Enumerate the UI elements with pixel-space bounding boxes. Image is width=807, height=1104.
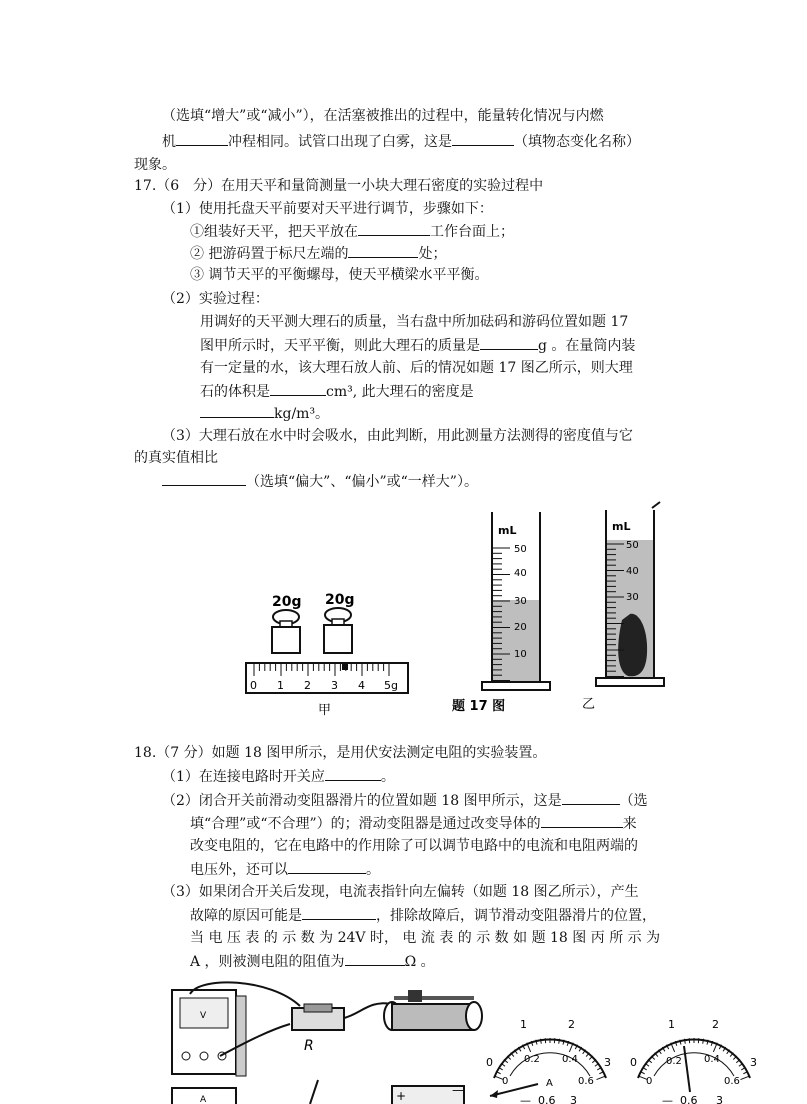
blank-phase-change bbox=[452, 131, 514, 146]
svg-text:—: — bbox=[520, 1094, 531, 1104]
svg-text:20g: 20g bbox=[272, 594, 302, 610]
sliding-rheostat bbox=[384, 990, 482, 1030]
q18-part3-line2: 故障的原因可能是 ，排除故障后，调节滑动变阻器滑片的位置， bbox=[190, 905, 656, 926]
q16-line2: 机 冲程相同。试管口出现了白雾，这是 （填物态变化名称） bbox=[162, 131, 640, 152]
svg-text:0.2: 0.2 bbox=[524, 1054, 540, 1065]
ammeter-dial-yi bbox=[486, 1018, 611, 1104]
q18-part2-line4: 电压外，还可以 。 bbox=[190, 859, 380, 880]
q17-exp-line3: 有一定量的水，该大理石放人前、后的情况如题 17 图乙所示，则大理 bbox=[200, 360, 633, 376]
svg-text:—: — bbox=[452, 1083, 464, 1097]
svg-text:5g: 5g bbox=[384, 679, 398, 692]
svg-text:—: — bbox=[662, 1094, 673, 1104]
svg-text:1: 1 bbox=[277, 679, 284, 692]
rider-indicator bbox=[342, 662, 348, 670]
q16-line3: 现象。 bbox=[134, 157, 176, 173]
blank-stroke bbox=[176, 131, 228, 146]
svg-text:+: + bbox=[396, 1089, 407, 1103]
blank-protect-circuit bbox=[288, 859, 366, 874]
svg-text:0: 0 bbox=[502, 1076, 509, 1087]
beam-scale bbox=[246, 662, 408, 693]
blank-fault-cause bbox=[302, 905, 376, 920]
svg-text:10: 10 bbox=[514, 649, 527, 660]
weight-20g-right bbox=[324, 592, 355, 653]
svg-text:0.4: 0.4 bbox=[704, 1054, 720, 1065]
svg-text:20g: 20g bbox=[325, 592, 355, 608]
svg-text:2: 2 bbox=[712, 1018, 719, 1031]
blank-table bbox=[358, 221, 430, 236]
svg-text:R: R bbox=[304, 1038, 314, 1054]
svg-text:mL: mL bbox=[612, 520, 631, 533]
blank-conductor-length bbox=[541, 813, 623, 828]
svg-text:0.6: 0.6 bbox=[724, 1076, 740, 1087]
blank-volume bbox=[270, 381, 326, 396]
svg-text:0: 0 bbox=[486, 1056, 493, 1069]
svg-text:3: 3 bbox=[750, 1056, 757, 1069]
svg-text:3: 3 bbox=[604, 1056, 611, 1069]
ammeter-device bbox=[172, 1088, 236, 1104]
figure-17-caption: 题 17 图 bbox=[452, 699, 506, 714]
label-jia: 甲 bbox=[318, 703, 332, 718]
blank-reasonable bbox=[562, 790, 620, 805]
svg-text:3: 3 bbox=[570, 1094, 577, 1104]
svg-text:3: 3 bbox=[716, 1094, 723, 1104]
svg-text:A: A bbox=[546, 1078, 553, 1089]
svg-text:0.4: 0.4 bbox=[562, 1054, 578, 1065]
battery-box bbox=[392, 1083, 464, 1104]
voltmeter-device bbox=[172, 990, 246, 1076]
svg-text:30: 30 bbox=[626, 592, 639, 603]
svg-text:30: 30 bbox=[514, 596, 527, 607]
q17-exp-line1: 用调好的天平测大理石的质量，当右盘中所加砝码和游码位置如题 17 bbox=[200, 314, 629, 330]
svg-text:0: 0 bbox=[630, 1056, 637, 1069]
q18-part3-line3: 当 电 压 表 的 示 数 为 24V 时， 电 流 表 的 示 数 如 题 18 图 丙 所 示 为 bbox=[190, 930, 661, 946]
svg-text:A: A bbox=[200, 1095, 207, 1104]
q17-step1: ①组装好天平，把天平放在 工作台面上； bbox=[190, 221, 514, 242]
svg-text:1: 1 bbox=[520, 1018, 527, 1031]
q17-step2: ② 把游码置于标尺左端的 处； bbox=[190, 243, 446, 264]
svg-text:V: V bbox=[200, 1011, 207, 1021]
svg-text:0.2: 0.2 bbox=[666, 1056, 682, 1067]
ammeter-dial-bing bbox=[630, 1018, 757, 1104]
svg-text:4: 4 bbox=[358, 679, 365, 692]
svg-text:mL: mL bbox=[498, 524, 517, 537]
svg-text:3: 3 bbox=[331, 679, 338, 692]
svg-text:2: 2 bbox=[304, 679, 311, 692]
blank-zero-mark bbox=[348, 243, 418, 258]
q17-exp-line2: 图甲所示时，天平平衡，则此大理石的质量是 g 。在量筒内装 bbox=[200, 335, 635, 356]
weight-20g-left bbox=[272, 594, 302, 653]
figure-17 bbox=[230, 500, 670, 720]
q17-part3-line2: 的真实值相比 bbox=[134, 450, 218, 466]
svg-text:50: 50 bbox=[626, 540, 639, 551]
q16-line1: （选填“增大”或“减小”），在活塞被推出的过程中，能量转化情况与内燃 bbox=[162, 108, 604, 124]
q17-step3: ③ 调节天平的平衡螺母，使天平横梁水平平衡。 bbox=[190, 267, 489, 283]
svg-text:2: 2 bbox=[568, 1018, 575, 1031]
svg-text:40: 40 bbox=[514, 568, 527, 579]
svg-text:1: 1 bbox=[668, 1018, 675, 1031]
q18-part2-line1: （2）闭合开关前滑动变阻器滑片的位置如题 18 图甲所示，这是 （选 bbox=[162, 790, 648, 811]
svg-text:0.6: 0.6 bbox=[538, 1094, 556, 1104]
q18-part1: （1）在连接电路时开关应 。 bbox=[162, 766, 395, 787]
figure-18 bbox=[160, 980, 800, 1104]
q17-part2: （2）实验过程： bbox=[162, 291, 269, 307]
dial-tick bbox=[740, 1076, 749, 1080]
q18-part3-line4: A ，则被测电阻的阻值为 Ω 。 bbox=[190, 951, 435, 972]
q17-part3-line1: （3）大理石放在水中时会吸水，由此判断，用此测量方法测得的密度值与它 bbox=[162, 428, 633, 444]
q17-heading: 17.（6 分）在用天平和量筒测量一小块大理石密度的实验过程中 bbox=[134, 178, 544, 194]
blank-switch-state bbox=[325, 766, 381, 781]
blank-compare bbox=[162, 471, 246, 486]
resistor-r bbox=[292, 1004, 344, 1054]
q18-part2-line2: 填“合理”或“不合理”）的；滑动变阻器是通过改变导体的 来 bbox=[190, 813, 637, 834]
svg-text:20: 20 bbox=[514, 622, 527, 633]
q17-part3-line3: （选填“偏大”、“偏小”或“一样大”）。 bbox=[162, 471, 478, 492]
blank-density bbox=[200, 403, 274, 418]
cylinder-before bbox=[482, 512, 550, 690]
q17-exp-line4: 石的体积是 cm³, 此大理石的密度是 bbox=[200, 381, 474, 402]
svg-text:0: 0 bbox=[646, 1076, 653, 1087]
q18-part3-line1: （3）如果闭合开关后发现，电流表指针向左偏转（如题 18 图乙所示），产生 bbox=[162, 884, 639, 900]
blank-resistance bbox=[345, 951, 405, 966]
q17-part1: （1）使用托盘天平前要对天平进行调节，步骤如下： bbox=[162, 201, 493, 217]
cylinder-after bbox=[596, 502, 664, 686]
svg-text:0.6: 0.6 bbox=[680, 1094, 698, 1104]
blank-mass bbox=[480, 335, 538, 350]
q18-part2-line3: 改变电阻的，它在电路中的作用除了可以调节电路中的电流和电阻两端的 bbox=[190, 838, 638, 854]
svg-text:40: 40 bbox=[626, 566, 639, 577]
svg-text:50: 50 bbox=[514, 544, 527, 555]
svg-text:0.6: 0.6 bbox=[578, 1076, 594, 1087]
svg-text:0: 0 bbox=[250, 679, 257, 692]
q17-exp-line5: kg/m³。 bbox=[200, 403, 329, 424]
dial-tick bbox=[596, 1076, 605, 1080]
label-yi: 乙 bbox=[582, 697, 596, 712]
q18-heading: 18.（7 分）如题 18 图甲所示，是用伏安法测定电阻的实验装置。 bbox=[134, 745, 547, 761]
